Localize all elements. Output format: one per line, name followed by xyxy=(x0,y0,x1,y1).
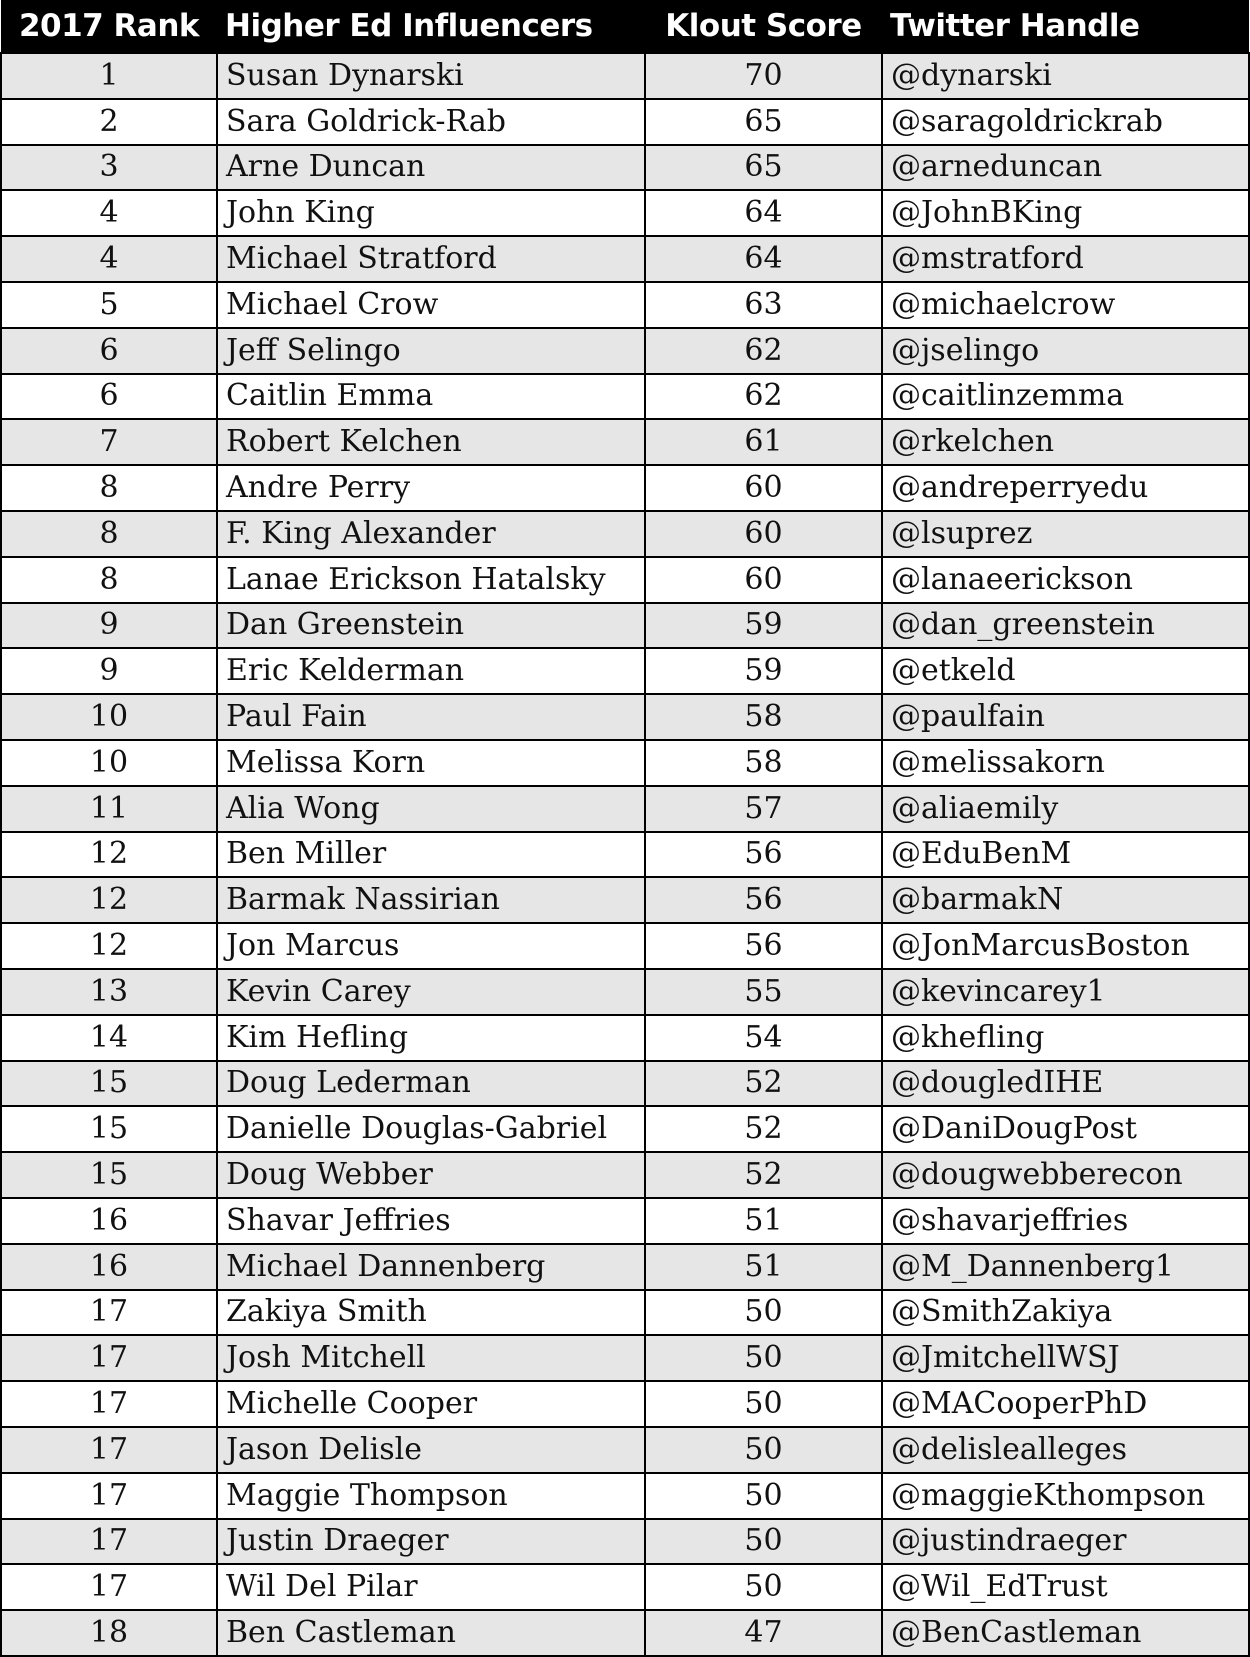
score-cell: 59 xyxy=(645,648,882,694)
rank-cell: 8 xyxy=(1,511,217,557)
score-cell: 58 xyxy=(645,740,882,786)
name-cell: Jason Delisle xyxy=(217,1427,645,1473)
name-cell: Kim Hefling xyxy=(217,1015,645,1061)
table-row xyxy=(1,1244,1249,1290)
table-row xyxy=(1,1335,1249,1381)
table-row xyxy=(1,694,1249,740)
name-cell: Melissa Korn xyxy=(217,740,645,786)
handle-cell: @JonMarcusBoston xyxy=(882,923,1249,969)
name-cell: Josh Mitchell xyxy=(217,1335,645,1381)
handle-cell: @melissakorn xyxy=(882,740,1249,786)
score-cell: 50 xyxy=(645,1427,882,1473)
handle-cell: @saragoldrickrab xyxy=(882,99,1249,145)
score-cell: 56 xyxy=(645,832,882,878)
score-cell: 60 xyxy=(645,511,882,557)
rank-cell: 17 xyxy=(1,1381,217,1427)
table-row xyxy=(1,923,1249,969)
name-cell: Zakiya Smith xyxy=(217,1290,645,1336)
rank-cell: 9 xyxy=(1,603,217,649)
score-cell: 64 xyxy=(645,190,882,236)
handle-cell: @BenCastleman xyxy=(882,1610,1249,1656)
handle-cell: @khefling xyxy=(882,1015,1249,1061)
handle-cell: @lanaeerickson xyxy=(882,557,1249,603)
table-row xyxy=(1,511,1249,557)
name-cell: Barmak Nassirian xyxy=(217,877,645,923)
name-cell: Doug Lederman xyxy=(217,1061,645,1107)
name-cell: Justin Draeger xyxy=(217,1519,645,1565)
name-cell: Shavar Jeffries xyxy=(217,1198,645,1244)
rank-cell: 11 xyxy=(1,786,217,832)
table-row xyxy=(1,145,1249,191)
rank-cell: 15 xyxy=(1,1106,217,1152)
name-cell: Lanae Erickson Hatalsky xyxy=(217,557,645,603)
rank-cell: 17 xyxy=(1,1564,217,1610)
table-row xyxy=(1,1564,1249,1610)
score-cell: 52 xyxy=(645,1106,882,1152)
score-cell: 50 xyxy=(645,1564,882,1610)
name-cell: Andre Perry xyxy=(217,465,645,511)
rank-cell: 9 xyxy=(1,648,217,694)
table-row xyxy=(1,603,1249,649)
score-cell: 50 xyxy=(645,1473,882,1519)
score-cell: 61 xyxy=(645,419,882,465)
rank-cell: 6 xyxy=(1,374,217,420)
name-cell: F. King Alexander xyxy=(217,511,645,557)
handle-cell: @jselingo xyxy=(882,328,1249,374)
score-cell: 50 xyxy=(645,1381,882,1427)
handle-cell: @Wil_EdTrust xyxy=(882,1564,1249,1610)
table-row xyxy=(1,1519,1249,1565)
table-header xyxy=(1,0,1249,53)
name-cell: Michael Stratford xyxy=(217,236,645,282)
score-cell: 52 xyxy=(645,1152,882,1198)
table-row xyxy=(1,877,1249,923)
score-cell: 56 xyxy=(645,877,882,923)
rank-cell: 17 xyxy=(1,1290,217,1336)
table-row xyxy=(1,1152,1249,1198)
name-cell: Jon Marcus xyxy=(217,923,645,969)
handle-cell: @etkeld xyxy=(882,648,1249,694)
handle-cell: @aliaemily xyxy=(882,786,1249,832)
handle-cell: @shavarjeffries xyxy=(882,1198,1249,1244)
handle-cell: @justindraeger xyxy=(882,1519,1249,1565)
score-cell: 65 xyxy=(645,99,882,145)
table-row xyxy=(1,1198,1249,1244)
rank-cell: 12 xyxy=(1,832,217,878)
name-cell: Michael Crow xyxy=(217,282,645,328)
table-row xyxy=(1,1473,1249,1519)
rank-cell: 8 xyxy=(1,465,217,511)
score-cell: 62 xyxy=(645,328,882,374)
rank-cell: 17 xyxy=(1,1335,217,1381)
table-row xyxy=(1,740,1249,786)
name-cell: Eric Kelderman xyxy=(217,648,645,694)
header-row xyxy=(1,0,1249,53)
name-cell: Maggie Thompson xyxy=(217,1473,645,1519)
rank-cell: 14 xyxy=(1,1015,217,1061)
table-row xyxy=(1,99,1249,145)
name-cell: Kevin Carey xyxy=(217,969,645,1015)
rank-cell: 7 xyxy=(1,419,217,465)
handle-cell: @maggieKthompson xyxy=(882,1473,1249,1519)
table-row xyxy=(1,190,1249,236)
table-row xyxy=(1,53,1249,99)
name-cell: Susan Dynarski xyxy=(217,53,645,99)
score-cell: 54 xyxy=(645,1015,882,1061)
table-row xyxy=(1,374,1249,420)
handle-cell: @mstratford xyxy=(882,236,1249,282)
handle-cell: @arneduncan xyxy=(882,145,1249,191)
rank-cell: 17 xyxy=(1,1473,217,1519)
handle-cell: @dan_greenstein xyxy=(882,603,1249,649)
rank-cell: 2 xyxy=(1,99,217,145)
table-row xyxy=(1,1106,1249,1152)
rank-cell: 1 xyxy=(1,53,217,99)
name-cell: Danielle Douglas-Gabriel xyxy=(217,1106,645,1152)
rank-cell: 12 xyxy=(1,877,217,923)
handle-cell: @JohnBKing xyxy=(882,190,1249,236)
score-cell: 63 xyxy=(645,282,882,328)
table-row xyxy=(1,648,1249,694)
score-cell: 59 xyxy=(645,603,882,649)
handle-cell: @michaelcrow xyxy=(882,282,1249,328)
rank-cell: 16 xyxy=(1,1198,217,1244)
table-row xyxy=(1,557,1249,603)
table-row xyxy=(1,1015,1249,1061)
rank-cell: 6 xyxy=(1,328,217,374)
table-row xyxy=(1,465,1249,511)
name-cell: Jeff Selingo xyxy=(217,328,645,374)
name-cell: Wil Del Pilar xyxy=(217,1564,645,1610)
name-cell: Doug Webber xyxy=(217,1152,645,1198)
score-cell: 50 xyxy=(645,1290,882,1336)
handle-cell: @MACooperPhD xyxy=(882,1381,1249,1427)
score-cell: 51 xyxy=(645,1198,882,1244)
table-row xyxy=(1,282,1249,328)
score-cell: 65 xyxy=(645,145,882,191)
header-name: Higher Ed Influencers xyxy=(225,8,593,44)
handle-cell: @dougledIHE xyxy=(882,1061,1249,1107)
table-row xyxy=(1,1427,1249,1473)
name-cell: Michelle Cooper xyxy=(217,1381,645,1427)
handle-cell: @rkelchen xyxy=(882,419,1249,465)
name-cell: Arne Duncan xyxy=(217,145,645,191)
header-handle: Twitter Handle xyxy=(890,8,1140,44)
table-row xyxy=(1,786,1249,832)
table-row xyxy=(1,1061,1249,1107)
handle-cell: @SmithZakiya xyxy=(882,1290,1249,1336)
table-row xyxy=(1,236,1249,282)
name-cell: Sara Goldrick-Rab xyxy=(217,99,645,145)
score-cell: 52 xyxy=(645,1061,882,1107)
handle-cell: @barmakN xyxy=(882,877,1249,923)
table-row xyxy=(1,1381,1249,1427)
score-cell: 57 xyxy=(645,786,882,832)
score-cell: 70 xyxy=(645,53,882,99)
handle-cell: @caitlinzemma xyxy=(882,374,1249,420)
score-cell: 50 xyxy=(645,1519,882,1565)
name-cell: Michael Dannenberg xyxy=(217,1244,645,1290)
rank-cell: 15 xyxy=(1,1152,217,1198)
rank-cell: 10 xyxy=(1,740,217,786)
table-row xyxy=(1,419,1249,465)
handle-cell: @lsuprez xyxy=(882,511,1249,557)
score-cell: 58 xyxy=(645,694,882,740)
rank-cell: 3 xyxy=(1,145,217,191)
score-cell: 50 xyxy=(645,1335,882,1381)
name-cell: Ben Miller xyxy=(217,832,645,878)
name-cell: John King xyxy=(217,190,645,236)
rank-cell: 17 xyxy=(1,1427,217,1473)
rank-cell: 10 xyxy=(1,694,217,740)
score-cell: 60 xyxy=(645,465,882,511)
name-cell: Alia Wong xyxy=(217,786,645,832)
rank-cell: 17 xyxy=(1,1519,217,1565)
handle-cell: @DaniDougPost xyxy=(882,1106,1249,1152)
table-row xyxy=(1,1290,1249,1336)
score-cell: 60 xyxy=(645,557,882,603)
rank-cell: 4 xyxy=(1,236,217,282)
score-cell: 56 xyxy=(645,923,882,969)
handle-cell: @dynarski xyxy=(882,53,1249,99)
name-cell: Paul Fain xyxy=(217,694,645,740)
header-rank: 2017 Rank xyxy=(18,8,200,44)
header-score: Klout Score xyxy=(665,8,862,44)
score-cell: 62 xyxy=(645,374,882,420)
handle-cell: @EduBenM xyxy=(882,832,1249,878)
score-cell: 64 xyxy=(645,236,882,282)
rank-cell: 12 xyxy=(1,923,217,969)
handle-cell: @M_Dannenberg1 xyxy=(882,1244,1249,1290)
rank-cell: 5 xyxy=(1,282,217,328)
score-cell: 55 xyxy=(645,969,882,1015)
table-row xyxy=(1,1610,1249,1656)
rank-cell: 18 xyxy=(1,1610,217,1656)
handle-cell: @andreperryedu xyxy=(882,465,1249,511)
name-cell: Robert Kelchen xyxy=(217,419,645,465)
handle-cell: @JmitchellWSJ xyxy=(882,1335,1249,1381)
score-cell: 51 xyxy=(645,1244,882,1290)
name-cell: Dan Greenstein xyxy=(217,603,645,649)
rank-cell: 13 xyxy=(1,969,217,1015)
rank-cell: 4 xyxy=(1,190,217,236)
score-cell: 47 xyxy=(645,1610,882,1656)
rank-cell: 15 xyxy=(1,1061,217,1107)
handle-cell: @dougwebberecon xyxy=(882,1152,1249,1198)
rank-cell: 8 xyxy=(1,557,217,603)
table-row xyxy=(1,969,1249,1015)
table-body xyxy=(1,53,1249,1656)
table-row xyxy=(1,328,1249,374)
table-row xyxy=(1,832,1249,878)
rank-cell: 16 xyxy=(1,1244,217,1290)
handle-cell: @kevincarey1 xyxy=(882,969,1249,1015)
handle-cell: @delislealleges xyxy=(882,1427,1249,1473)
name-cell: Ben Castleman xyxy=(217,1610,645,1656)
handle-cell: @paulfain xyxy=(882,694,1249,740)
name-cell: Caitlin Emma xyxy=(217,374,645,420)
